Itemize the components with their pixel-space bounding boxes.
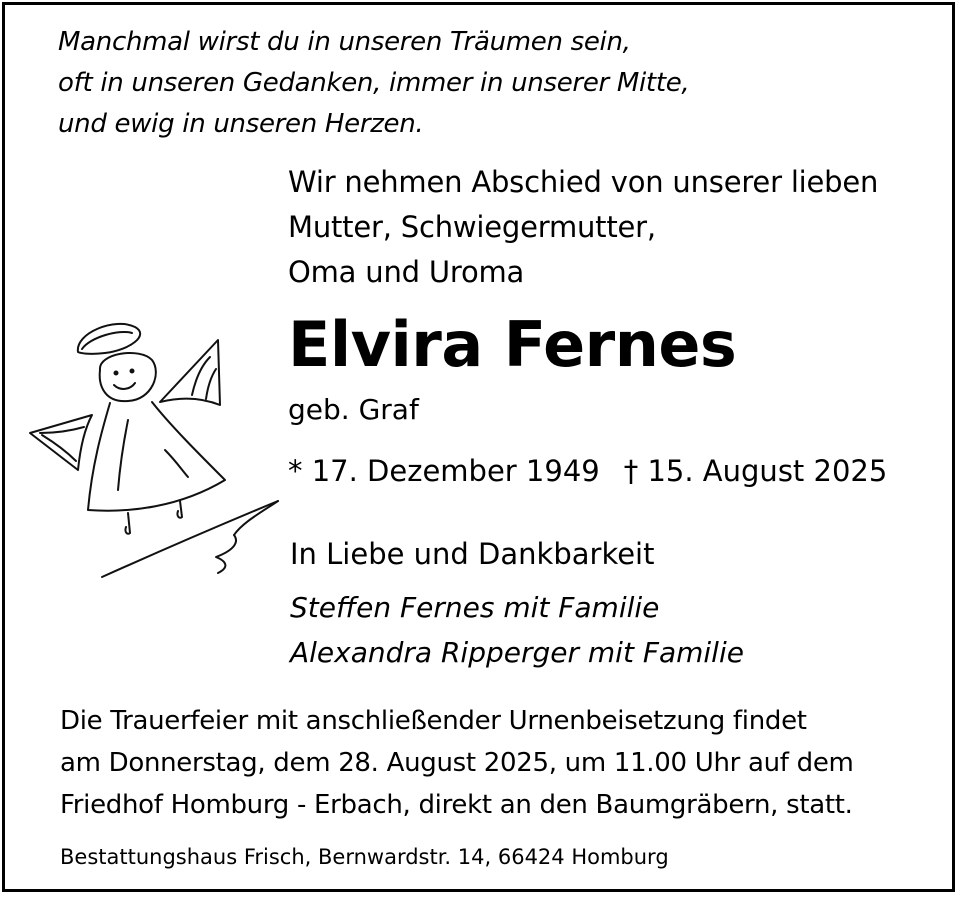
poem — [58, 22, 689, 145]
ceremony-line-1: Die Trauerfeier mit anschließender Urnenbeisetzung findet — [60, 706, 807, 736]
intro-line-3: Oma und Uroma — [288, 255, 525, 289]
birth-name: geb. Graf — [288, 393, 419, 426]
life-dates — [288, 449, 887, 493]
mourner-1: Steffen Fernes mit Familie — [290, 591, 660, 624]
closing-phrase: In Liebe und Dankbarkeit — [290, 537, 655, 571]
farewell-intro — [288, 160, 878, 295]
poem-line-2: oft in unseren Gedanken, immer in unserer Mitte, — [58, 68, 690, 98]
intro-line-1: Wir nehmen Abschied von unserer lieben — [288, 165, 879, 199]
mourner-2: Alexandra Ripperger mit Familie — [290, 636, 744, 669]
angel-drawing-icon — [20, 305, 290, 585]
birth-date: * 17. Dezember 1949 — [288, 454, 600, 488]
ceremony-line-2: am Donnerstag, dem 28. August 2025, um 11.00 Uhr auf dem — [60, 748, 854, 778]
poem-line-3: und ewig in unseren Herzen. — [58, 109, 424, 139]
funeral-home-address: Bestattungshaus Frisch, Bernwardstr. 14, 66424 Homburg — [60, 845, 669, 869]
poem-line-1: Manchmal wirst du in unseren Träumen sein, — [58, 27, 631, 57]
intro-line-2: Mutter, Schwiegermutter, — [288, 210, 656, 244]
death-date: † 15. August 2025 — [623, 454, 888, 488]
deceased-name: Elvira Fernes — [288, 308, 737, 381]
ceremony-details — [60, 700, 854, 826]
ceremony-line-3: Friedhof Homburg - Erbach, direkt an den Baumgräbern, statt. — [60, 790, 853, 820]
mourners-list — [290, 585, 744, 675]
